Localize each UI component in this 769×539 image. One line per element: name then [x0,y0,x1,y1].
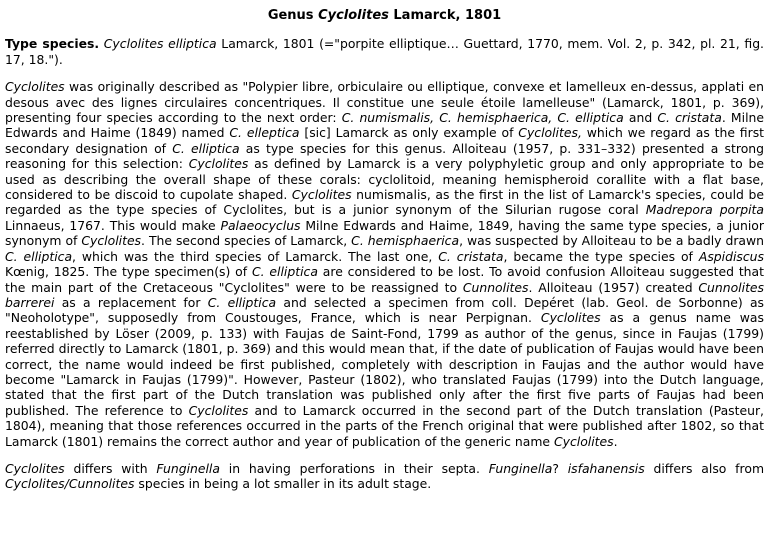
genus-title: Genus Cyclolites Lamarck, 1801 [267,8,502,23]
type-species-label: Type species. [5,36,100,52]
main-description-paragraph: Cyclolites was originally described as "Polypier libre, orbiculaire ou elliptique, convexe et lamelleux en-dessus, applati en desous avec des lignes circulaires concentriques. Il constitue une seule étoile lamelleuse" (Lamarck, 1801, p. 369), presenting four species according to the next order: C. numismalis, C. hemisphaerica, C. elliptica and C. cristata. Milne Edwards and Haime (1849) named C. elleptica [sic] Lamarck as only example of Cyclolites, which we regard as the first secondary designation of C. elliptica as type species for this genus. Alloiteau (1957, p. 331–332) presented a strong reasoning for this selection: Cyclolites as defined by Lamarck is a very polyphyletic group and only appropriate to be used as describing the overall shape of these corals: cyclolitoid, meaning hemispheroid corallite with a flat base, considered to be discoid to cupolate shaped. Cyclolites numismalis, as the first in the list of Lamarck's species, could be regarded as the type species of Cyclolites, but is a junior synonym of the Silurian rugose coral Madrepora porpita Linnaeus, 1767. This would make Palaeocyclus Milne Edwards and Haime, 1849, having the same type species, a junior synonym of Cyclolites. The second species of Lamarck, C. hemisphaerica, was suspected by Alloiteau to be a badly drawn C. elliptica, which was the third species of Lamarck. The last one, C. cristata, became the type species of Aspidiscus Kœnig, 1825. The type specimen(s) of C. elliptica are considered to be lost. To avoid confusion Alloiteau suggested that the main part of the Cretaceous "Cyclolites" were to be reassigned to Cunnolites. Alloiteau (1957) created Cunnolites barrerei as a replacement for C. elliptica and selected a specimen from coll. Depéret (lab. Geol. de Sorbonne) as "Neoholotype", supposedly from Coustouges, France, which is near Perpignan. Cyclolites as a genus name was reestablished by Löser (2009, p. 133) with Faujas de Saint-Fond, 1799 as author of the genus, since in Faujas (1799) referred directly to Lamarck (1801, p. 369) and this would mean that, if the date of publication of Faujas would have been correct, the name would indeed be first published, completely with description in Faujas and the author would have become "Lamarck in Faujas (1799)". However, Pasteur (1802), who translated Faujas (1799) into the Dutch language, stated that the first part of the Dutch translation was published only after the first five parts of Faujas had been published. The reference to Cyclolites and to Lamarck occurred in the second part of the Dutch translation (Pasteur, 1804), meaning that those references occurred in the parts of the French original that were published after 1802, so that Lamarck (1801) remains the correct author and year of publication of the generic name Cyclolites. [5,79,765,449]
comparison-paragraph: Cyclolites differs with Funginella in having perforations in their septa. Funginella? isfahanensis differs also from Cyclolites/Cunnolites species in being a lot smaller in its adult stage. [5,460,765,492]
type-species-paragraph: Type species. Cyclolites elliptica Lamarck, 1801 (="porpite elliptique… Guettard, 1770, mem. Vol. 2, p. 342, pl. 21, fig. 17, 18."). [5,36,764,67]
type-species-name: Cyclolites elliptica [103,36,217,52]
genus-name: Cyclolites [318,8,389,23]
